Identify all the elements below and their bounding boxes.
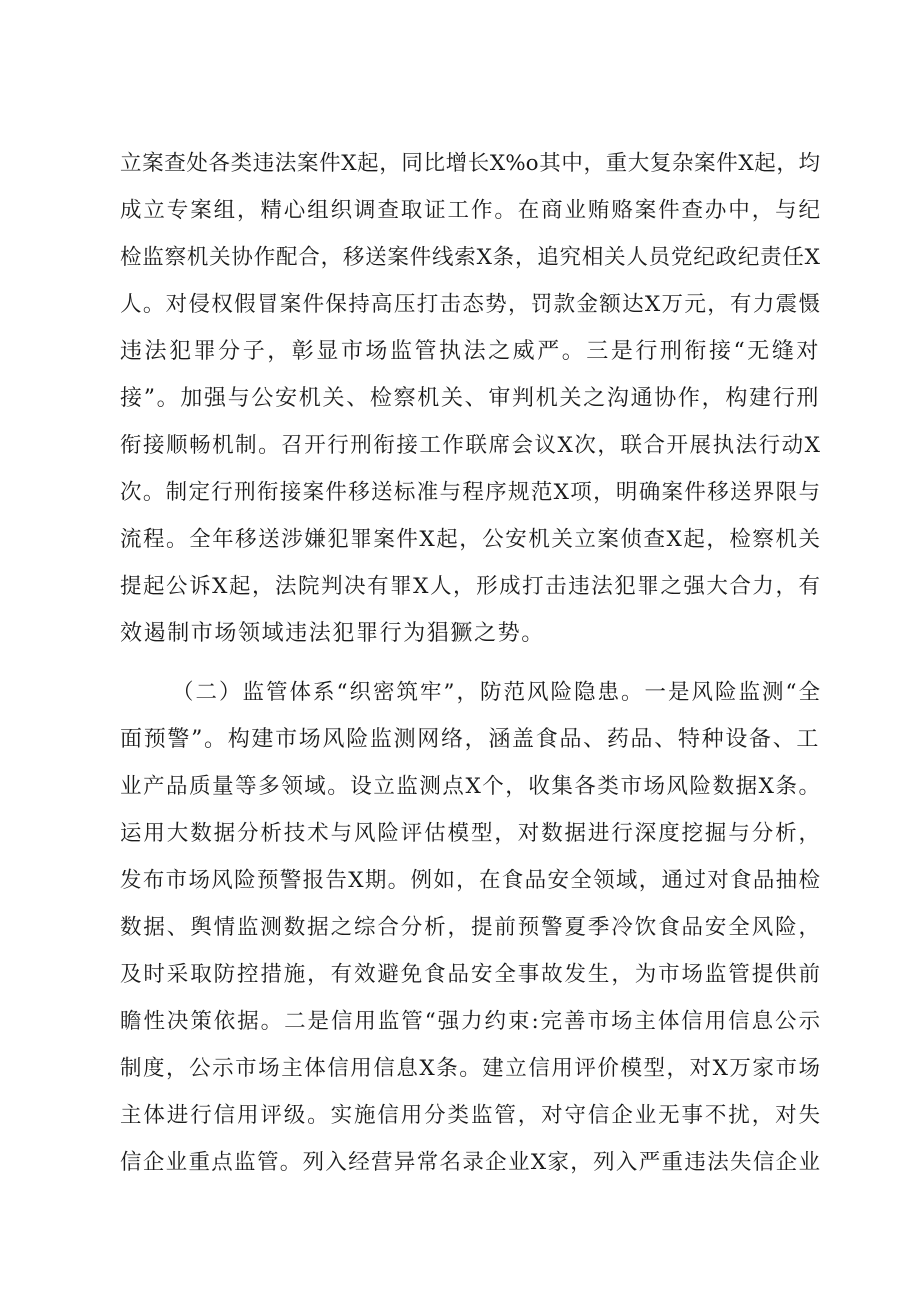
text-line: 面预警”。构建市场风险监测网络，涵盖食品、药品、特种设备、工 bbox=[120, 727, 820, 752]
text-line: 效遏制市场领域违法犯罪行为猖獗之势。 bbox=[120, 621, 545, 646]
text-line: 运用大数据分析技术与风险评估模型，对数据进行深度挖掘与分析， bbox=[120, 821, 820, 846]
text-line: 成立专案组，精心组织调查取证工作。在商业贿赂案件查办中，与纪 bbox=[120, 198, 820, 223]
text-line: 流程。全年移送涉嫌犯罪案件X起，公安机关立案侦查X起，检察机关 bbox=[120, 527, 820, 552]
text-line: 数据、舆情监测数据之综合分析，提前预警夏季冷饮食品安全风险， bbox=[120, 915, 820, 940]
text-line: 及时采取防控措施，有效避免食品安全事故发生，为市场监管提供前 bbox=[120, 962, 820, 987]
text-line: 信企业重点监管。列入经营异常名录企业X家，列入严重违法失信企业 bbox=[120, 1150, 820, 1175]
text-line: 制度，公示市场主体信用信息X条。建立信用评价模型，对X万家市场 bbox=[120, 1056, 820, 1081]
text-line: 主体进行信用评级。实施信用分类监管，对守信企业无事不扰，对失 bbox=[120, 1103, 820, 1128]
text-line: 接”。加强与公安机关、检察机关、审判机关之沟通协作，构建行刑 bbox=[120, 386, 820, 411]
text-line: 业产品质量等多领域。设立监测点X个，收集各类市场风险数据X条。 bbox=[120, 774, 820, 799]
section-heading-line: （二）监管体系“织密筑牢”，防范风险隐患。一是风险监测“全 bbox=[172, 680, 820, 705]
text-line: 次。制定行刑衔接案件移送标准与程序规范X项，明确案件移送界限与 bbox=[120, 480, 820, 505]
text-line: 瞻性决策依据。二是信用监管“强力约束:完善市场主体信用信息公示 bbox=[120, 1009, 820, 1034]
text-line: 提起公诉X起，法院判决有罪X人，形成打击违法犯罪之强大合力，有 bbox=[120, 574, 820, 599]
text-line: 立案查处各类违法案件X起，同比增长X%o其中，重大复杂案件X起，均 bbox=[120, 151, 820, 176]
text-line: 发布市场风险预警报告X期。例如，在食品安全领域，通过对食品抽检 bbox=[120, 868, 820, 893]
text-line: 人。对侵权假冒案件保持高压打击态势，罚款金额达X万元，有力震慑 bbox=[120, 292, 820, 317]
text-line: 衔接顺畅机制。召开行刑衔接工作联席会议X次，联合开展执法行动X bbox=[120, 433, 820, 458]
text-line: 检监察机关协作配合，移送案件线索X条，追究相关人员党纪政纪责任X bbox=[120, 245, 820, 270]
text-line: 违法犯罪分子，彰显市场监管执法之威严。三是行刑衔接“无缝对 bbox=[120, 339, 820, 364]
